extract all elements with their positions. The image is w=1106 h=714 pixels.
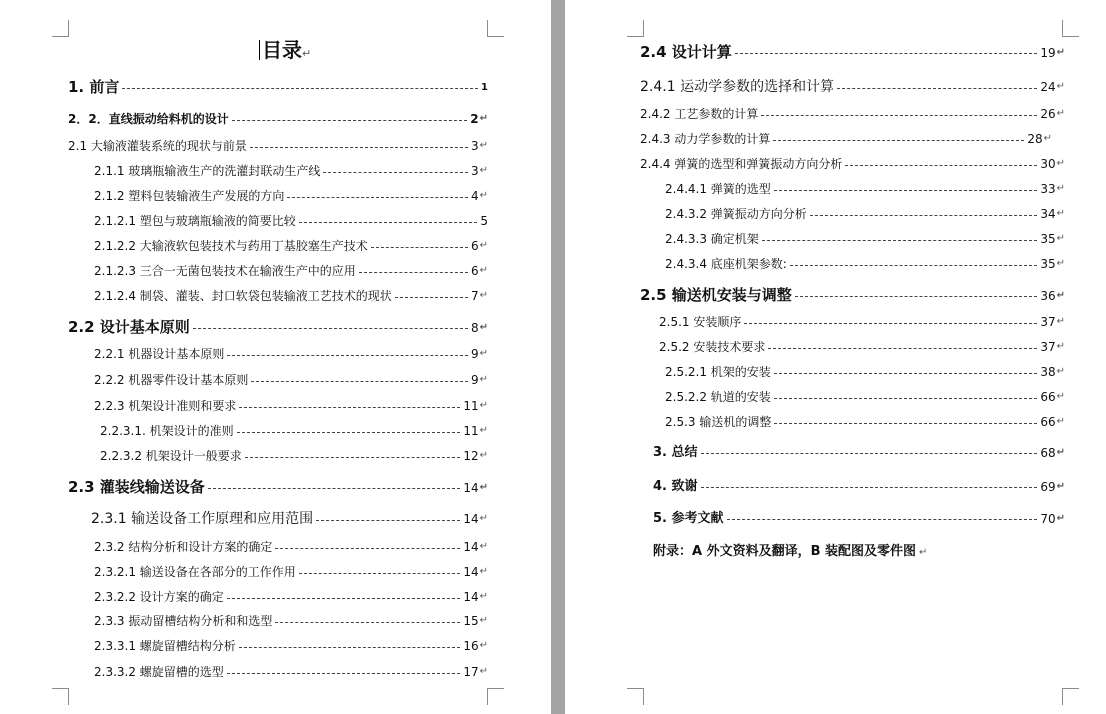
toc-entry[interactable]: 2.2.2 机器零件设计基本原则 9 ↵ xyxy=(94,373,488,387)
toc-entry[interactable]: 2.2.3.2 机架设计一般要求 12 ↵ xyxy=(100,449,488,463)
toc-title: 目录↵ xyxy=(259,40,311,60)
page-gap xyxy=(551,0,565,714)
toc-entry[interactable]: 2．2．直线振动给料机的设计 2 ↵ xyxy=(68,112,488,126)
toc-entry[interactable]: 2.4.3 动力学参数的计算 28 ↵ xyxy=(640,132,1052,146)
toc-entry[interactable]: 2.1.1 玻璃瓶输液生产的洗灌封联动生产线 3 ↵ xyxy=(94,164,488,178)
toc-entry[interactable]: 2.2.3 机架设计准则和要求 11 ↵ xyxy=(94,399,488,413)
toc-entry[interactable]: 2.3.3.1 螺旋留槽结构分析 16 ↵ xyxy=(94,639,488,653)
page-corner-mark xyxy=(1062,688,1079,705)
toc-entry[interactable]: 2.3.1 输送设备工作原理和应用范围 14 ↵ xyxy=(91,511,488,527)
toc-entry[interactable]: 2.1.2.4 制袋、灌装、封口软袋包装输液工艺技术的现状 7 ↵ xyxy=(94,289,488,303)
toc-entry[interactable]: 2.5.2.2 轨道的安装 66 ↵ xyxy=(665,390,1065,404)
toc-entry[interactable]: 2.2.1 机器设计基本原则 9 ↵ xyxy=(94,347,488,361)
toc-entry[interactable]: 2.5.1 安装顺序 37 ↵ xyxy=(659,315,1065,329)
page-corner-mark xyxy=(487,688,504,705)
toc-entry[interactable]: 2.3.2.2 设计方案的确定 14 ↵ xyxy=(94,590,488,604)
toc-entry[interactable]: 2.4.3.2 弹簧振动方向分析 34 ↵ xyxy=(665,207,1065,221)
page-corner-mark xyxy=(487,20,504,37)
page-corner-mark xyxy=(52,20,69,37)
toc-entry[interactable]: 2.2.3.1. 机架设计的准则 11 ↵ xyxy=(100,424,488,438)
toc-entry[interactable]: 2.1 大输液灌装系统的现状与前景 3 ↵ xyxy=(68,139,488,153)
toc-entry[interactable]: 2.2 设计基本原则 8 ↵ xyxy=(68,318,488,336)
toc-entry[interactable]: 2.4.4.1 弹簧的选型 33 ↵ xyxy=(665,182,1065,196)
toc-entry[interactable]: 5. 参考文献 70 ↵ xyxy=(653,511,1065,526)
toc-entry[interactable]: 2.1.2.3 三合一无菌包装技术在输液生产中的应用 6 ↵ xyxy=(94,264,488,278)
page-corner-mark xyxy=(52,688,69,705)
toc-entry[interactable]: 2.3 灌装线输送设备 14 ↵ xyxy=(68,478,488,496)
toc-entry[interactable]: 1. 前言 1 xyxy=(68,78,488,96)
appendix-line[interactable]: 附录：A 外文资料及翻译，B 装配图及零件图 ↵ xyxy=(653,544,928,559)
toc-entry[interactable]: 2.4.3.3 确定机架 35 ↵ xyxy=(665,232,1065,246)
toc-entry[interactable]: 2.5.3 输送机的调整 66 ↵ xyxy=(665,415,1065,429)
toc-entry[interactable]: 2.1.2.1 塑包与玻璃瓶输液的简要比较 5 xyxy=(94,214,488,228)
toc-entry[interactable]: 2.3.3 振动留槽结构分析和和选型 15 ↵ xyxy=(94,614,488,628)
toc-entry[interactable]: 2.5.2 安装技术要求 37 ↵ xyxy=(659,340,1065,354)
toc-entry[interactable]: 2.1.2 塑料包装输液生产发展的方向 4 ↵ xyxy=(94,189,488,203)
toc-entry[interactable]: 4. 致谢 69 ↵ xyxy=(653,479,1065,494)
text-cursor xyxy=(259,40,260,60)
toc-entry[interactable]: 3. 总结 68 ↵ xyxy=(653,445,1065,460)
toc-entry[interactable]: 2.5 输送机安装与调整 36 ↵ xyxy=(640,286,1065,304)
toc-entry[interactable]: 2.3.2.1 输送设备在各部分的工作作用 14 ↵ xyxy=(94,565,488,579)
toc-entry[interactable]: 2.4 设计计算 19 ↵ xyxy=(640,43,1065,61)
toc-entry[interactable]: 2.5.2.1 机架的安装 38 ↵ xyxy=(665,365,1065,379)
document-page-left[interactable] xyxy=(0,0,551,714)
toc-entry[interactable]: 2.3.3.2 螺旋留槽的选型 17 ↵ xyxy=(94,665,488,679)
toc-entry[interactable]: 2.4.3.4 底座机架参数: 35 ↵ xyxy=(665,257,1065,271)
document-page-right[interactable] xyxy=(565,0,1106,714)
toc-entry[interactable]: 2.4.1 运动学参数的选择和计算 24 ↵ xyxy=(640,79,1065,95)
page-corner-mark xyxy=(627,688,644,705)
toc-entry[interactable]: 2.4.4 弹簧的选型和弹簧振动方向分析 30 ↵ xyxy=(640,157,1065,171)
toc-entry[interactable]: 2.1.2.2 大输液软包装技术与药用丁基胶塞生产技术 6 ↵ xyxy=(94,239,488,253)
page-corner-mark xyxy=(1062,20,1079,37)
toc-entry[interactable]: 2.3.2 结构分析和设计方案的确定 14 ↵ xyxy=(94,540,488,554)
toc-entry[interactable]: 2.4.2 工艺参数的计算 26 ↵ xyxy=(640,107,1065,121)
page-corner-mark xyxy=(627,20,644,37)
